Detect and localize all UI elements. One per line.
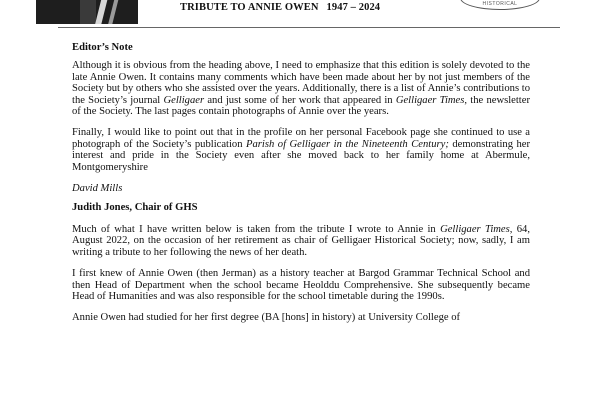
logo-text: HISTORICAL xyxy=(482,1,518,7)
editor-signature: David Mills xyxy=(72,183,123,195)
editor-note-heading: Editor’s Note xyxy=(72,42,133,53)
chair-paragraph-2: I first knew of Annie Owen (then Jerman) as a history teacher at Bargod Grammar Technical School and then Head of Department when the school became Heolddu Comprehensive. She subsequently became Head of Humanities and was also responsible for the school timetable during the 1990s. xyxy=(72,268,530,302)
society-logo xyxy=(460,0,540,10)
header-divider xyxy=(58,27,560,28)
page-title xyxy=(180,2,380,13)
title-text: TRIBUTE TO ANNIE OWEN xyxy=(180,2,319,13)
chair-paragraph-1: Much of what I have written below is taken from the tribute I wrote to Annie in Gelligaer Times, 64, August 2022, on the occasion of her retirement as chair of Gelligaer Historical Society; now, sadly, I am writing a tribute to her following the news of her death. xyxy=(72,223,530,258)
editor-note-paragraph-2: Finally, I would like to point out that in the profile on her personal Facebook page she continued to use a photograph of the Society’s publication Parish of Gelligaer in the Nineteenth Century; demonstrating her interest and pride in the Society even after she moved back to her family home at Abermule, Montgomeryshire xyxy=(72,127,531,173)
editor-note-paragraph-1: Although it is obvious from the heading above, I need to emphasize that this edition is solely devoted to the late Annie Owen. It contains many comments which have been made about her by not just members of the Society but by others who she assisted over the years. Additionally, there is a list of Annie’s contributions to the Society’s journal Gelligaer and just some of her work that appeared in Gelligaer Times, the newsletter of the Society. The last pages contain photographs of Annie over the years. xyxy=(72,60,530,118)
article-body xyxy=(72,42,530,324)
title-years: 1947 – 2024 xyxy=(326,2,381,13)
portrait-photo xyxy=(36,0,138,24)
page-header xyxy=(0,0,600,24)
chair-paragraph-3: Annie Owen had studied for her first degree (BA [hons] in history) at University College of xyxy=(72,312,461,324)
chair-heading: Judith Jones, Chair of GHS xyxy=(72,202,198,214)
